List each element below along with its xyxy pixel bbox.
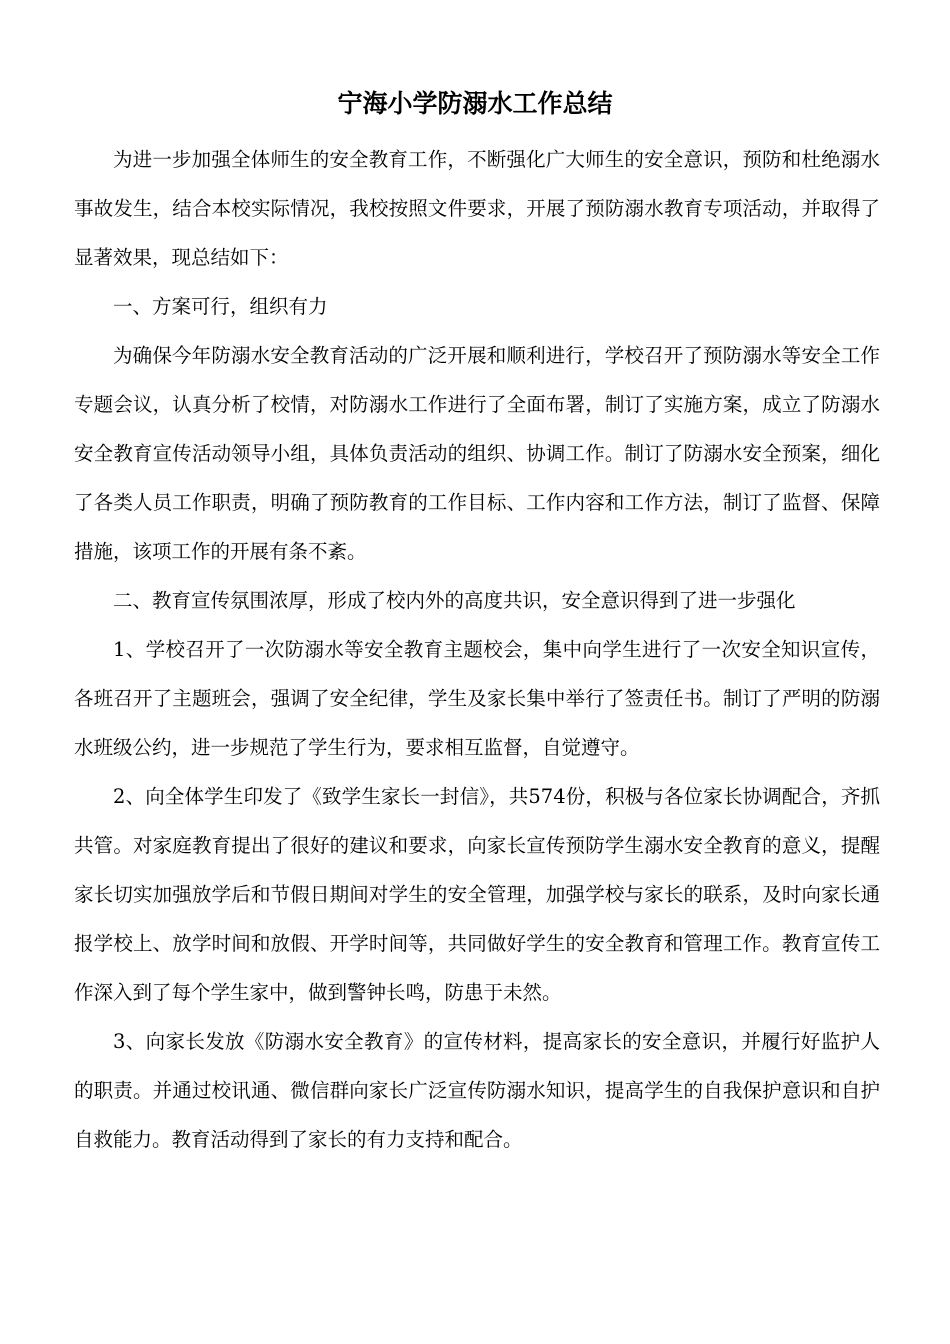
- paragraph-item-3: 3、向家长发放《防溺水安全教育》的宣传材料，提高家长的安全意识，并履行好监护人的职责。并通过校讯通、微信群向家长广泛宣传防溺水知识，提高学生的自我保护意识和自护自救能力。教育活动得到了家长的有力支持和配合。: [74, 1030, 880, 1151]
- paragraph-intro: 为进一步加强全体师生的安全教育工作，不断强化广大师生的安全意识，预防和杜绝溺水事故发生，结合本校实际情况，我校按照文件要求，开展了预防溺水教育专项活动，并取得了显著效果，现总结如下：: [74, 148, 880, 269]
- document-body: [74, 135, 880, 1164]
- section-heading-2: 二、教育宣传氛围浓厚，形成了校内外的高度共识，安全意识得到了进一步强化: [113, 589, 796, 612]
- paragraph-section-1: 为确保今年防溺水安全教育活动的广泛开展和顺利进行，学校召开了预防溺水等安全工作专题会议，认真分析了校情，对防溺水工作进行了全面布署，制订了实施方案，成立了防溺水安全教育宣传活动领导小组，具体负责活动的组织、协调工作。制订了防溺水安全预案，细化了各类人员工作职责，明确了预防教育的工作目标、工作内容和工作方法，制订了监督、保障措施，该项工作的开展有条不紊。: [74, 344, 880, 563]
- section-heading-1: 一、方案可行，组织有力: [113, 295, 328, 318]
- paragraph-item-1: 1、学校召开了一次防溺水等安全教育主题校会，集中向学生进行了一次安全知识宣传，各班召开了主题班会，强调了安全纪律，学生及家长集中举行了签责任书。制订了严明的防溺水班级公约，进一步规范了学生行为，要求相互监督，自觉遵守。: [74, 638, 880, 759]
- document-title: 宁海小学防溺水工作总结: [337, 89, 613, 118]
- paragraph-item-2: 2、向全体学生印发了《致学生家长一封信》，共574份，积极与各位家长协调配合，齐抓共管。对家庭教育提出了很好的建议和要求，向家长宣传预防学生溺水安全教育的意义，提醒家长切实加强放学后和节假日期间对学生的安全管理，加强学校与家长的联系，及时向家长通报学校上、放学时间和放假、开学时间等，共同做好学生的安全教育和管理工作。教育宣传工作深入到了每个学生家中，做到警钟长鸣，防患于未然。: [74, 785, 880, 1004]
